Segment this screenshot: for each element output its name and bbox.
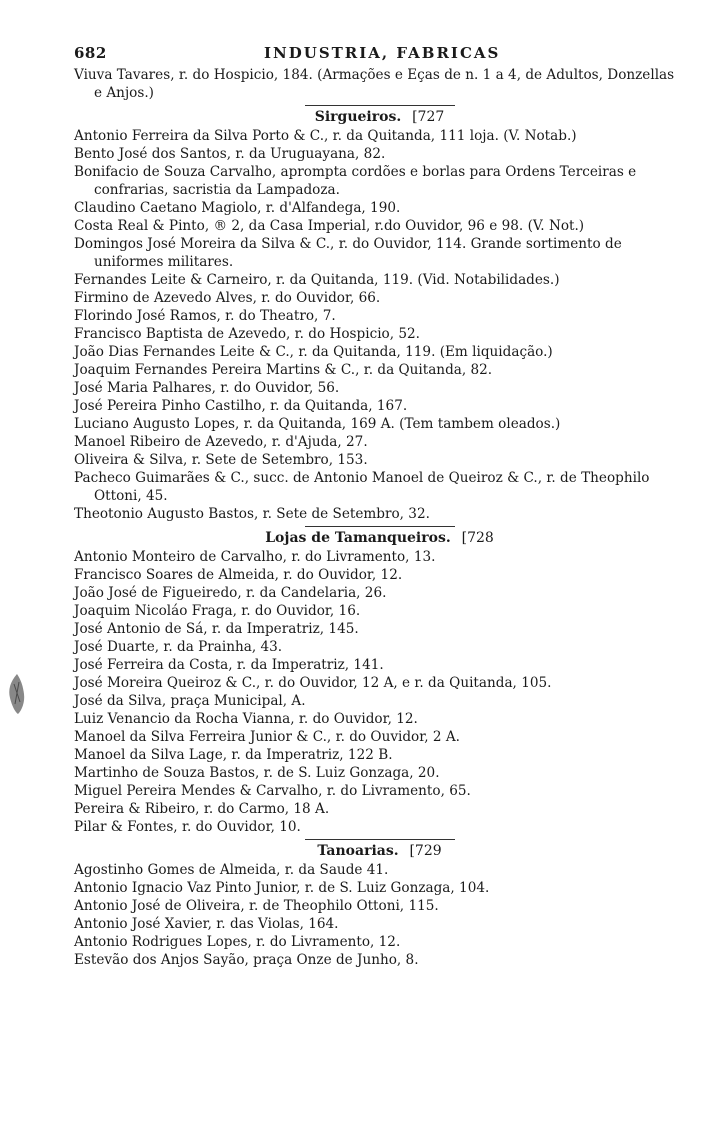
list-item: Luiz Venancio da Rocha Vianna, r. do Ouvidor, 12. xyxy=(74,711,418,727)
list-item: Antonio Ferreira da Silva Porto & C., r. da Quitanda, 111 loja. (V. Notab.) xyxy=(74,128,577,144)
list-item: Bonifacio de Souza Carvalho, apromptа cordões e borlas para Ordens Terceiras e confrarias, sacristia da Lampadoza. xyxy=(74,164,637,198)
section-heading xyxy=(74,108,685,126)
page-number: 682 xyxy=(74,44,107,62)
list-item: Francisco Soares de Almeida, r. do Ouvidor, 12. xyxy=(74,567,403,583)
list-item: Theotonio Augusto Bastos, r. Sete de Setembro, 32. xyxy=(74,506,430,522)
list-item: Firmino de Azevedo Alves, r. do Ouvidor, 66. xyxy=(74,290,381,306)
list-item: José Antonio de Sá, r. da Imperatriz, 145. xyxy=(74,621,359,637)
list-item: João José de Figueiredo, r. da Candelaria, 26. xyxy=(74,585,387,601)
list-item: Florindo José Ramos, r. do Theatro, 7. xyxy=(74,308,336,324)
section-heading xyxy=(74,842,685,860)
list-item: João Dias Fernandes Leite & C., r. da Quitanda, 119. (Em liquidação.) xyxy=(74,344,553,360)
list-item: Antonio Ignacio Vaz Pinto Junior, r. de S. Luiz Gonzaga, 104. xyxy=(74,880,490,896)
list-item: Joaquim Fernandes Pereira Martins & C., r. da Quitanda, 82. xyxy=(74,362,493,378)
list-item: Agostinho Gomes de Almeida, r. da Saude 41. xyxy=(74,862,389,878)
section-rule xyxy=(305,839,455,840)
list-item: José Maria Palhares, r. do Ouvidor, 56. xyxy=(74,380,340,396)
list-item: Estevão dos Anjos Sayão, praça Onze de Junho, 8. xyxy=(74,952,419,968)
section-title: Tanoarias. xyxy=(317,843,399,859)
list-item: José Pereira Pinho Castilho, r. da Quitanda, 167. xyxy=(74,398,408,414)
ink-blot-icon xyxy=(6,672,28,716)
list-item: Costa Real & Pinto, ® 2, da Casa Imperial, r.do Ouvidor, 96 e 98. (V. Not.) xyxy=(74,218,585,234)
section-lojas-de-tamanqueiros xyxy=(74,526,685,836)
intro-entries xyxy=(74,66,685,102)
section-sirgueiros xyxy=(74,105,685,523)
section-number: [729 xyxy=(409,843,442,859)
list-item: Francisco Baptista de Azevedo, r. do Hospicio, 52. xyxy=(74,326,420,342)
list-item: Manoel da Silva Ferreira Junior & C., r. do Ouvidor, 2 A. xyxy=(74,729,460,745)
list-item: José da Silva, praça Municipal, A. xyxy=(74,693,306,709)
list-item: Domingos José Moreira da Silva & C., r. do Ouvidor, 114. Grande sortimento de uniformes militares. xyxy=(74,236,622,270)
section-number: [728 xyxy=(461,530,494,546)
list-item: José Duarte, r. da Prainha, 43. xyxy=(74,639,283,655)
list-item: Manoel Ribeiro de Azevedo, r. d'Ajuda, 27. xyxy=(74,434,368,450)
page-header xyxy=(74,44,685,62)
list-item: Joaquim Nicoláo Fraga, r. do Ouvidor, 16. xyxy=(74,603,361,619)
list-item: Viuva Tavares, r. do Hospicio, 184. (Armações e Eças de n. 1 a 4, de Adultos, Donzellas e Anjos.) xyxy=(74,67,675,101)
list-item: Pacheco Guimarães & C., succ. de Antonio Manoel de Queiroz & C., r. de Theophilo Ottoni, 45. xyxy=(74,470,650,504)
list-item: Pilar & Fontes, r. do Ouvidor, 10. xyxy=(74,819,301,835)
list-item: Martinho de Souza Bastos, r. de S. Luiz Gonzaga, 20. xyxy=(74,765,440,781)
list-item: José Ferreira da Costa, r. da Imperatriz, 141. xyxy=(74,657,384,673)
list-item: Claudino Caetano Magiolo, r. d'Alfandega, 190. xyxy=(74,200,401,216)
list-item: Manoel da Silva Lage, r. da Imperatriz, 122 B. xyxy=(74,747,393,763)
section-tanoarias xyxy=(74,839,685,969)
section-rule xyxy=(305,105,455,106)
list-item: Antonio Rodrigues Lopes, r. do Livramento, 12. xyxy=(74,934,401,950)
list-item: Miguel Pereira Mendes & Carvalho, r. do Livramento, 65. xyxy=(74,783,471,799)
list-item: José Moreira Queiroz & C., r. do Ouvidor, 12 A, e r. da Quitanda, 105. xyxy=(74,675,552,691)
list-item: Bento José dos Santos, r. da Uruguayana, 82. xyxy=(74,146,386,162)
list-item: Fernandes Leite & Carneiro, r. da Quitanda, 119. (Vid. Notabilidades.) xyxy=(74,272,560,288)
list-item: Antonio Monteiro de Carvalho, r. do Livramento, 13. xyxy=(74,549,436,565)
section-heading xyxy=(74,529,685,547)
section-title: Sirgueiros. xyxy=(314,109,402,125)
list-item: Luciano Augusto Lopes, r. da Quitanda, 169 A. (Tem tambem oleados.) xyxy=(74,416,561,432)
list-item: Antonio José de Oliveira, r. de Theophilo Ottoni, 115. xyxy=(74,898,439,914)
list-item: Oliveira & Silva, r. Sete de Setembro, 153. xyxy=(74,452,368,468)
section-number: [727 xyxy=(412,109,445,125)
section-title: Lojas de Tamanqueiros. xyxy=(265,530,451,546)
running-title: INDUSTRIA, FABRICAS xyxy=(264,44,501,62)
list-item: Antonio José Xavier, r. das Violas, 164. xyxy=(74,916,339,932)
list-item: Pereira & Ribeiro, r. do Carmo, 18 A. xyxy=(74,801,330,817)
section-rule xyxy=(305,526,455,527)
